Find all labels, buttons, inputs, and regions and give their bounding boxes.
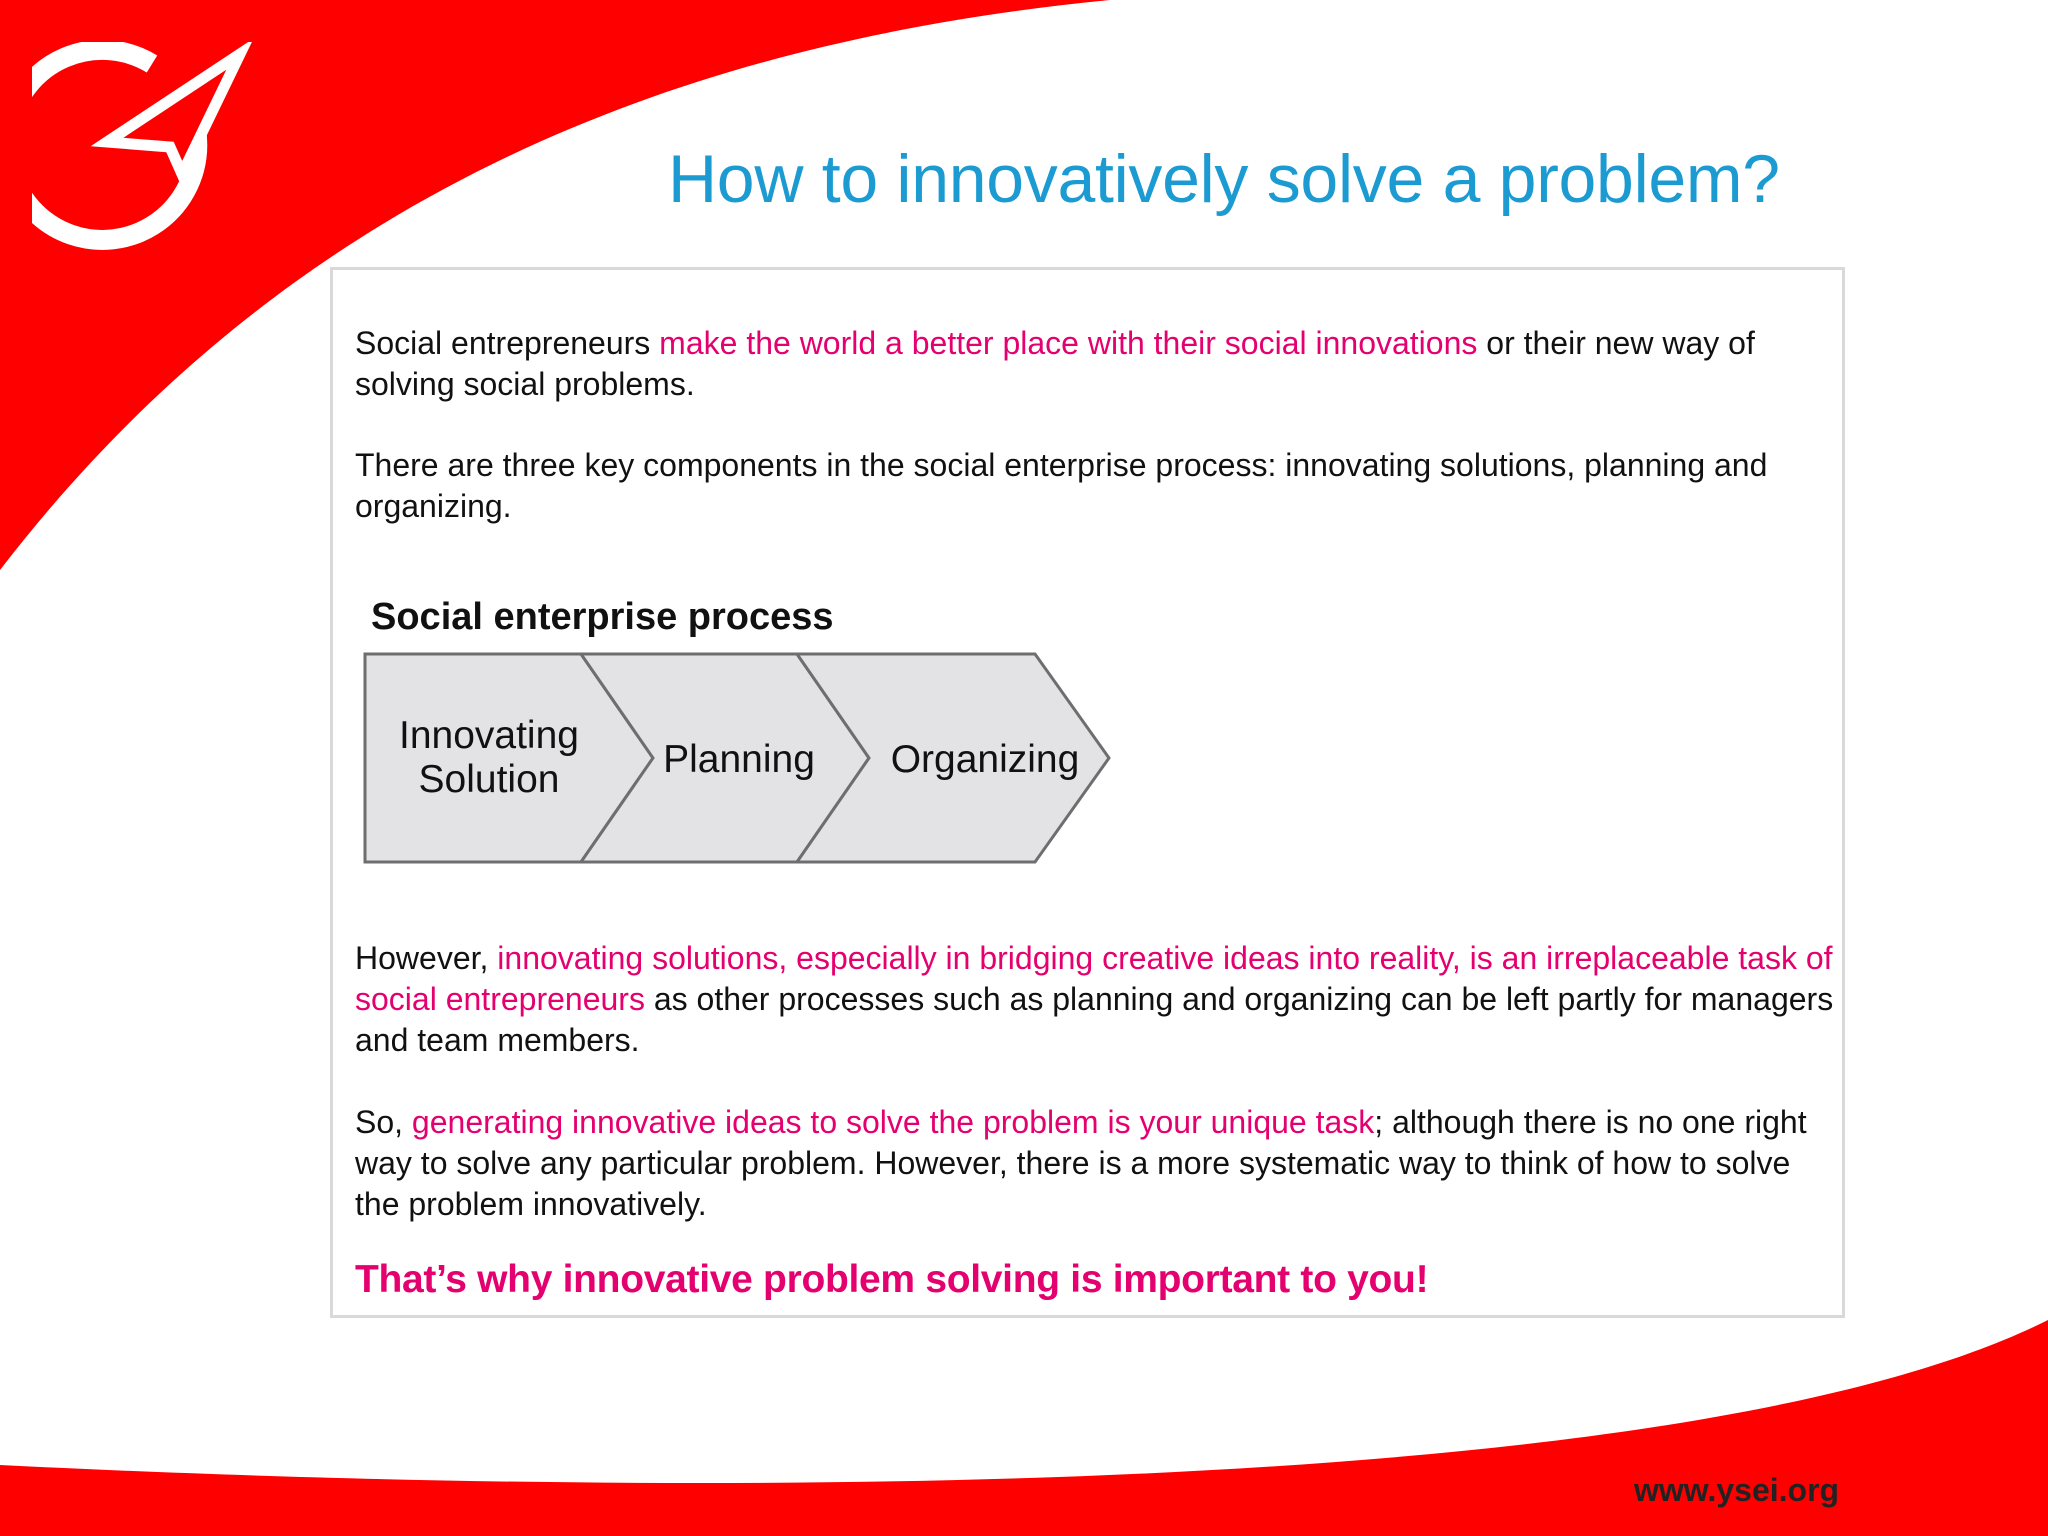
process-diagram bbox=[363, 652, 1163, 868]
slide-title: How to innovatively solve a problem? bbox=[668, 141, 1780, 217]
step-label-innovating-line2: Solution bbox=[418, 758, 560, 801]
conclusion-statement: That’s why innovative problem solving is important to you! bbox=[355, 1258, 1429, 1301]
paragraph-intro-highlight: make the world a better place with their social innovations bbox=[659, 325, 1478, 361]
paragraph-intro-text: Social entrepreneurs bbox=[355, 325, 660, 361]
paragraph-so-text-end: ; although there is no one right way to solve any particular problem. However, there is a more systematic way to think of how to solve the problem innovatively. bbox=[355, 1104, 1807, 1222]
step-label-organizing: Organizing bbox=[890, 738, 1080, 781]
paragraph-however-highlight: innovating solutions, especially in bridging creative ideas into reality, is an irreplaceable task of social entrepreneurs bbox=[355, 940, 1833, 1017]
paragraph-components: There are three key components in the social enterprise process: innovating solutions, planning and organizing. bbox=[355, 447, 1768, 524]
diagram-title: Social enterprise process bbox=[371, 596, 834, 638]
step-label-planning: Planning bbox=[663, 738, 815, 781]
step-label-innovating-line1: Innovating bbox=[399, 714, 579, 757]
paragraph-so-text: So, bbox=[355, 1104, 412, 1140]
paragraph-so-highlight: generating innovative ideas to solve the problem is your unique task bbox=[411, 1104, 1375, 1140]
website-link[interactable]: www.ysei.org bbox=[1634, 1472, 1840, 1508]
content-box bbox=[330, 267, 1845, 1318]
paragraph-however-text-end: as other processes such as planning and organizing can be left partly for managers and team members. bbox=[355, 981, 1834, 1058]
paragraph-however-text: However, bbox=[355, 940, 498, 976]
paragraph-so bbox=[355, 1102, 1835, 1225]
paragraph-however bbox=[355, 938, 1835, 1061]
paragraph-intro bbox=[355, 323, 1835, 405]
paragraph-intro-text-end: or their new way of solving social problems. bbox=[355, 325, 1755, 402]
